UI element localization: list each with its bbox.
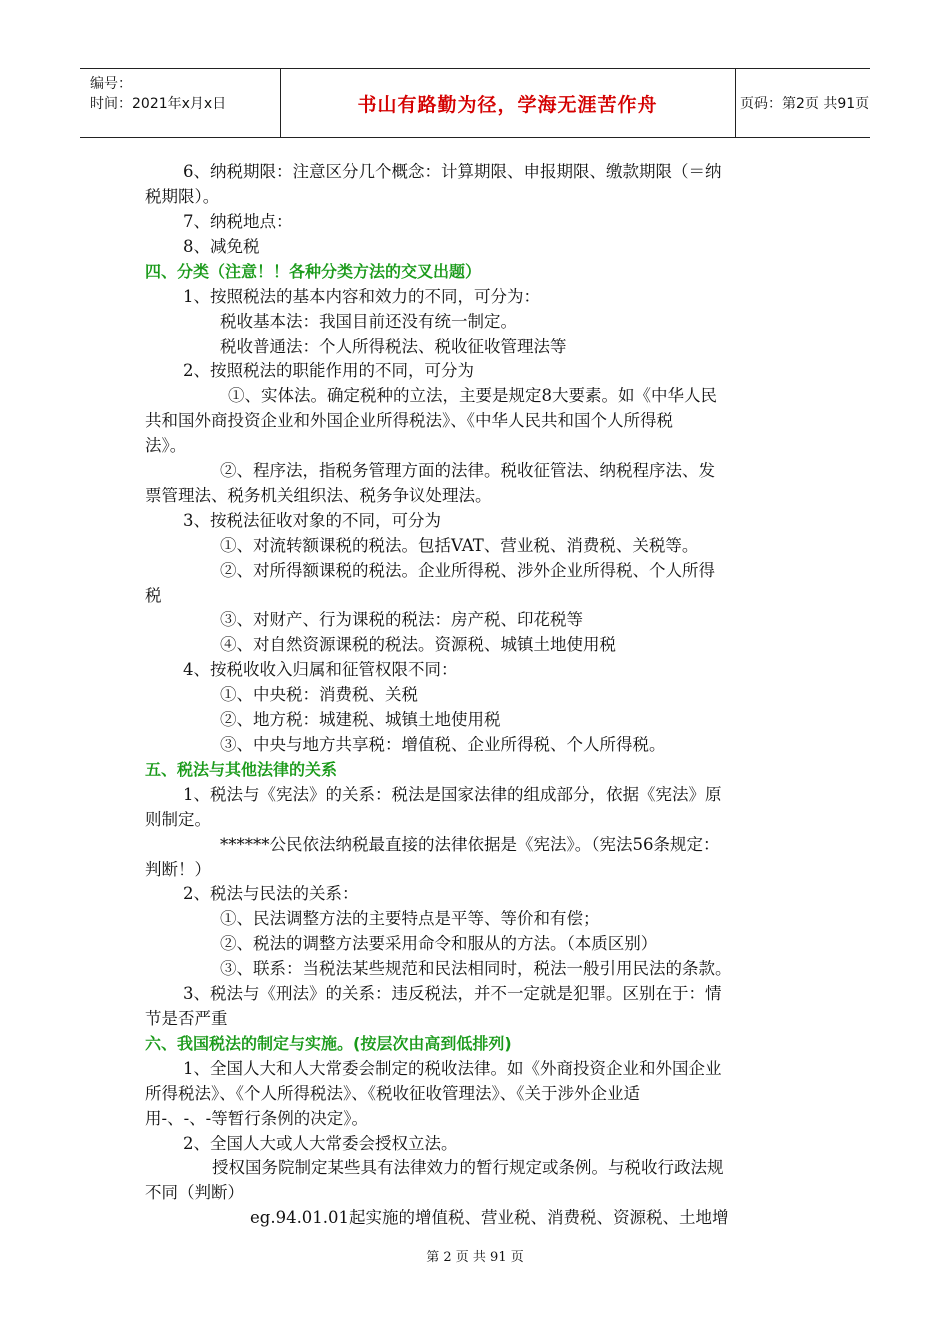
body-line: ③、联系：当税法某些规范和民法相同时，税法一般引用民法的条款。 bbox=[220, 959, 732, 978]
header-meta bbox=[80, 69, 281, 137]
section-heading: 四、分类（注意！！各种分类方法的交叉出题） bbox=[145, 262, 482, 281]
body-line: 8、减免税 bbox=[183, 237, 260, 256]
body-line: ①、对流转额课税的税法。包括VAT、营业税、消费税、关税等。 bbox=[220, 536, 699, 555]
number-label: 编号： bbox=[90, 76, 132, 92]
body-line: 所得税法》、《个人所得税法》、《税收征收管理法》、《关于涉外企业适 bbox=[145, 1084, 640, 1103]
header-page-info: 页码：第2页 共91页 bbox=[740, 96, 870, 112]
body-line: 用-、-、-等暂行条例的决定》。 bbox=[145, 1109, 368, 1128]
page-footer: 第 2 页 共 91 页 bbox=[426, 1250, 524, 1265]
body-line: 法》。 bbox=[145, 436, 187, 455]
body-line: 则制定。 bbox=[145, 810, 211, 829]
body-line: 2、税法与民法的关系： bbox=[183, 884, 359, 903]
section-heading: 六、我国税法的制定与实施。(按层次由高到低排列) bbox=[145, 1034, 512, 1053]
body-line: 3、税法与《刑法》的关系：违反税法，并不一定就是犯罪。区别在于：情 bbox=[183, 984, 722, 1003]
body-line: 税 bbox=[145, 586, 162, 605]
body-line: 2、按照税法的职能作用的不同，可分为 bbox=[183, 361, 474, 380]
header-motto: 书山有路勤为径，学海无涯苦作舟 bbox=[280, 69, 736, 137]
body-line: 1、全国人大和人大常委会制定的税收法律。如《外商投资企业和外国企业 bbox=[183, 1059, 722, 1078]
body-line: ①、中央税：消费税、关税 bbox=[220, 685, 418, 704]
section-heading: 五、税法与其他法律的关系 bbox=[145, 760, 338, 779]
body-line: ①、实体法。确定税种的立法，主要是规定8大要素。如《中华人民 bbox=[228, 386, 717, 405]
body-line: ②、税法的调整方法要采用命令和服从的方法。（本质区别） bbox=[220, 934, 658, 953]
body-line: ④、对自然资源课税的税法。资源税、城镇土地使用税 bbox=[220, 635, 616, 654]
body-line: 共和国外商投资企业和外国企业所得税法》、《中华人民共和国个人所得税 bbox=[145, 411, 673, 430]
body-line: 4、按税收收入归属和征管权限不同： bbox=[183, 660, 458, 679]
body-line: 节是否严重 bbox=[145, 1009, 228, 1028]
body-line: 税收普通法：个人所得税法、税收征收管理法等 bbox=[220, 337, 567, 356]
body-line: 授权国务院制定某些具有法律效力的暂行规定或条例。与税收行政法规 bbox=[212, 1158, 724, 1177]
body-line: 3、按税法征收对象的不同，可分为 bbox=[183, 511, 441, 530]
body-line: 不同（判断） bbox=[145, 1183, 244, 1202]
body-line: 1、税法与《宪法》的关系：税法是国家法律的组成部分，依据《宪法》原 bbox=[183, 785, 722, 804]
body-line: ③、对财产、行为课税的税法：房产税、印花税等 bbox=[220, 610, 583, 629]
body-line: ******公民依法纳税最直接的法律依据是《宪法》。（宪法56条规定： bbox=[220, 835, 720, 854]
body-line: 2、全国人大或人大常委会授权立法。 bbox=[183, 1134, 458, 1153]
body-line: eg.94.01.01起实施的增值税、营业税、消费税、资源税、土地增 bbox=[250, 1208, 729, 1227]
body-line: 税收基本法：我国目前还没有统一制定。 bbox=[220, 312, 517, 331]
body-line: ②、程序法，指税务管理方面的法律。税收征管法、纳税程序法、发 bbox=[220, 461, 715, 480]
body-line: 6、纳税期限：注意区分几个概念：计算期限、申报期限、缴款期限（＝纳 bbox=[183, 162, 722, 181]
body-line: ①、民法调整方法的主要特点是平等、等价和有偿； bbox=[220, 909, 600, 928]
body-line: 票管理法、税务机关组织法、税务争议处理法。 bbox=[145, 486, 492, 505]
body-line: ②、地方税：城建税、城镇土地使用税 bbox=[220, 710, 501, 729]
body-line: 税期限）。 bbox=[145, 187, 220, 206]
body-line: 1、按照税法的基本内容和效力的不同，可分为： bbox=[183, 287, 540, 306]
page-header bbox=[80, 68, 870, 138]
time-label: 时间：2021年x月x日 bbox=[90, 96, 227, 112]
body-line: 7、纳税地点： bbox=[183, 212, 293, 231]
body-line: ③、中央与地方共享税：增值税、企业所得税、个人所得税。 bbox=[220, 735, 666, 754]
body-line: ②、对所得额课税的税法。企业所得税、涉外企业所得税、个人所得 bbox=[220, 561, 715, 580]
body-line: 判断！） bbox=[145, 860, 211, 879]
